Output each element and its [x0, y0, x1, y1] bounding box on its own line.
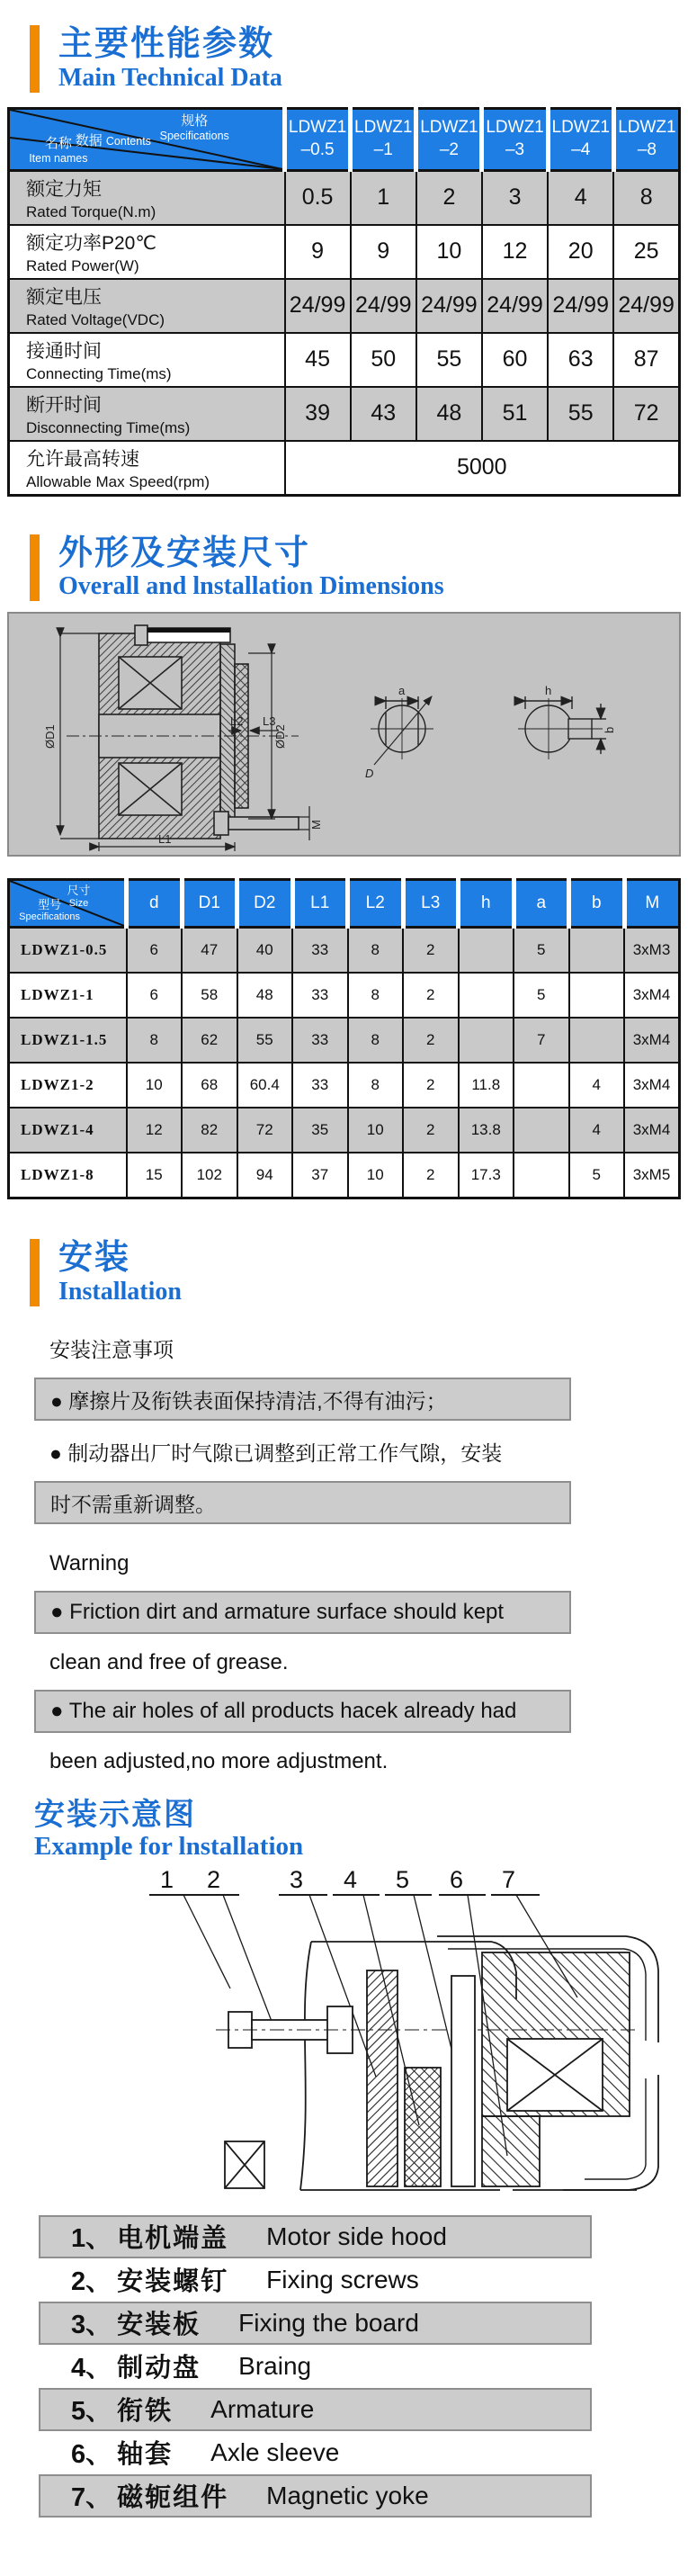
callout-number: 7 — [502, 1865, 516, 1893]
column-header: M — [624, 880, 680, 928]
parts-list-item: 2、 安装螺钉 Fixing screws — [71, 2265, 419, 2297]
model-label: LDWZ1-1 — [9, 973, 127, 1018]
value-cell: 24/99 — [548, 279, 613, 333]
parts-list-item: 7、 磁轭组件 Magnetic yoke — [39, 2474, 592, 2518]
section-main-technical-data-title — [30, 25, 688, 93]
value-cell — [514, 1063, 569, 1108]
install-note-bar: ● 摩擦片及衔铁表面保持清洁,不得有油污； — [34, 1378, 571, 1421]
column-header: L3 — [403, 880, 459, 928]
value-cell: 15 — [127, 1153, 183, 1198]
value-cell: 5 — [569, 1153, 625, 1198]
warning-note-bar: ● The air holes of all products hacek already had — [34, 1690, 571, 1733]
value-cell: 72 — [613, 387, 679, 441]
table-row — [9, 387, 680, 441]
orange-accent-bar — [30, 25, 40, 93]
value-cell: 3xM4 — [624, 973, 680, 1018]
column-header: LDWZ1 –4 — [548, 108, 613, 170]
corner-label-contents: 数据 Contents — [75, 132, 151, 148]
value-cell: 82 — [182, 1108, 237, 1153]
model-label: LDWZ1-0.5 — [9, 928, 127, 974]
value-cell: 10 — [348, 1108, 404, 1153]
value-cell: 68 — [182, 1063, 237, 1108]
table-row — [9, 1018, 680, 1063]
value-cell: 45 — [285, 333, 351, 387]
table-row — [9, 928, 680, 974]
value-cell: 39 — [285, 387, 351, 441]
value-cell: 11.8 — [459, 1063, 514, 1108]
table-row — [9, 441, 680, 496]
main-technical-table — [7, 107, 681, 497]
value-cell: 10 — [348, 1153, 404, 1198]
column-header: LDWZ1 –3 — [482, 108, 548, 170]
value-cell: 33 — [292, 1018, 348, 1063]
section-title-zh: 主要性能参数 — [58, 25, 275, 63]
column-header: L1 — [292, 880, 348, 928]
value-cell: 94 — [237, 1153, 293, 1198]
column-header: d — [127, 880, 183, 928]
dim-label-l2: L2 — [230, 714, 244, 729]
dimension-table — [7, 878, 681, 1199]
dim-label-shaft-d: D — [365, 767, 374, 781]
table-row — [9, 1063, 680, 1108]
value-cell — [514, 1108, 569, 1153]
value-cell: 12 — [127, 1108, 183, 1153]
value-cell: 33 — [292, 928, 348, 974]
table-row — [9, 973, 680, 1018]
value-cell: 62 — [182, 1018, 237, 1063]
column-header: LDWZ1 –1 — [351, 108, 416, 170]
value-cell: 58 — [182, 973, 237, 1018]
value-cell: 17.3 — [459, 1153, 514, 1198]
value-cell: 24/99 — [482, 279, 548, 333]
dimension-drawing — [9, 614, 679, 855]
warning-heading: Warning — [49, 1551, 130, 1576]
model-label: LDWZ1-1.5 — [9, 1018, 127, 1063]
value-cell: 2 — [403, 1153, 459, 1198]
installation-drawing — [7, 1862, 681, 2197]
row-label: 允许最高转速 Allowable Max Speed(rpm) — [9, 441, 285, 496]
value-cell: 2 — [403, 1108, 459, 1153]
value-cell: 7 — [514, 1018, 569, 1063]
table-row — [9, 1153, 680, 1198]
model-label: LDWZ1-4 — [9, 1108, 127, 1153]
table-corner-cell — [9, 108, 285, 170]
value-cell: 8 — [348, 1063, 404, 1108]
value-cell: 55 — [548, 387, 613, 441]
value-cell: 47 — [182, 928, 237, 974]
section-title-en: Installation — [58, 1278, 182, 1306]
row-label: 额定电压 Rated Voltage(VDC) — [9, 279, 285, 333]
orange-accent-bar — [30, 534, 40, 602]
value-cell: 24/99 — [285, 279, 351, 333]
merged-value-cell: 5000 — [285, 441, 680, 496]
value-cell: 48 — [416, 387, 482, 441]
section-title-zh: 安装 — [58, 1239, 131, 1278]
value-cell: 4 — [569, 1108, 625, 1153]
value-cell: 37 — [292, 1153, 348, 1198]
callout-number: 1 — [160, 1865, 174, 1893]
value-cell: 24/99 — [416, 279, 482, 333]
value-cell: 9 — [285, 225, 351, 279]
value-cell: 33 — [292, 973, 348, 1018]
warning-note-line: been adjusted,no more adjustment. — [49, 1749, 389, 1774]
value-cell: 3 — [482, 170, 548, 225]
dim-label-h: h — [545, 684, 552, 698]
callout-number: 4 — [344, 1865, 358, 1893]
model-label: LDWZ1-2 — [9, 1063, 127, 1108]
install-notes-heading: 安装注意事项 — [49, 1338, 174, 1362]
value-cell: 20 — [548, 225, 613, 279]
parts-list-item: 6、 轴套 Axle sleeve — [71, 2437, 340, 2470]
parts-list-item: 1、 电机端盖 Motor side hood — [39, 2215, 592, 2258]
value-cell: 8 — [348, 973, 404, 1018]
column-header: L2 — [348, 880, 404, 928]
section-title-en: Example for lnstallation — [34, 1832, 304, 1862]
value-cell: 8 — [348, 928, 404, 974]
row-label: 断开时间 Disconnecting Time(ms) — [9, 387, 285, 441]
value-cell: 9 — [351, 225, 416, 279]
dim-label-a: a — [398, 684, 406, 698]
value-cell: 63 — [548, 333, 613, 387]
value-cell: 55 — [416, 333, 482, 387]
model-label: LDWZ1-8 — [9, 1153, 127, 1198]
value-cell — [459, 1018, 514, 1063]
corner-label-specifications: 规格 Specifications — [159, 112, 229, 142]
value-cell: 4 — [569, 1063, 625, 1108]
column-header: D2 — [237, 880, 293, 928]
value-cell: 40 — [237, 928, 293, 974]
callout-number: 5 — [396, 1865, 410, 1893]
value-cell: 55 — [237, 1018, 293, 1063]
value-cell: 2 — [416, 170, 482, 225]
value-cell: 25 — [613, 225, 679, 279]
value-cell: 3xM3 — [624, 928, 680, 974]
table-row — [9, 170, 680, 225]
row-label: 接通时间 Connecting Time(ms) — [9, 333, 285, 387]
value-cell — [569, 1018, 625, 1063]
value-cell — [459, 928, 514, 974]
corner-label-size: 尺寸 Size — [67, 884, 91, 910]
row-label: 额定力矩 Rated Torque(N.m) — [9, 170, 285, 225]
warning-note-line: clean and free of grease. — [49, 1650, 289, 1675]
column-header: LDWZ1 –2 — [416, 108, 482, 170]
dim-label-m: M — [309, 820, 323, 830]
value-cell — [459, 973, 514, 1018]
value-cell: 102 — [182, 1153, 237, 1198]
value-cell — [569, 928, 625, 974]
section-title-en: Main Technical Data — [58, 63, 282, 92]
value-cell: 12 — [482, 225, 548, 279]
dim-label-l3: L3 — [263, 714, 276, 729]
value-cell — [514, 1153, 569, 1198]
value-cell: 24/99 — [613, 279, 679, 333]
dim-label-d2: ØD2 — [273, 724, 287, 749]
value-cell: 35 — [292, 1108, 348, 1153]
parts-list-item: 3、 安装板 Fixing the board — [39, 2302, 592, 2345]
column-header: h — [459, 880, 514, 928]
value-cell: 2 — [403, 1018, 459, 1063]
corner-label-model: 型号 Specifications — [19, 897, 81, 923]
value-cell: 50 — [351, 333, 416, 387]
callout-number: 2 — [207, 1865, 221, 1893]
value-cell: 2 — [403, 1063, 459, 1108]
callout-number: 6 — [450, 1865, 464, 1893]
value-cell: 8 — [613, 170, 679, 225]
value-cell: 48 — [237, 973, 293, 1018]
callout-number: 3 — [290, 1865, 304, 1893]
column-header: a — [514, 880, 569, 928]
table-row — [9, 279, 680, 333]
value-cell: 8 — [127, 1018, 183, 1063]
corner-label-item-names: 名称 Item names — [29, 135, 88, 165]
row-label: 额定功率P20℃ Rated Power(W) — [9, 225, 285, 279]
section-title-zh: 安装示意图 — [34, 1798, 196, 1833]
orange-accent-bar — [30, 1239, 40, 1306]
value-cell: 60 — [482, 333, 548, 387]
column-header: LDWZ1 –8 — [613, 108, 679, 170]
table-corner-cell — [9, 880, 127, 928]
value-cell: 60.4 — [237, 1063, 293, 1108]
value-cell: 10 — [127, 1063, 183, 1108]
column-header: D1 — [182, 880, 237, 928]
value-cell: 3xM4 — [624, 1063, 680, 1108]
value-cell: 10 — [416, 225, 482, 279]
section-title-zh: 外形及安装尺寸 — [58, 534, 311, 572]
section-installation-title — [30, 1239, 688, 1306]
value-cell — [569, 973, 625, 1018]
value-cell: 24/99 — [351, 279, 416, 333]
column-header: b — [569, 880, 625, 928]
table-row — [9, 225, 680, 279]
value-cell: 5 — [514, 928, 569, 974]
value-cell: 87 — [613, 333, 679, 387]
value-cell: 0.5 — [285, 170, 351, 225]
dim-label-l1: L1 — [158, 832, 172, 847]
value-cell: 1 — [351, 170, 416, 225]
value-cell: 3xM4 — [624, 1108, 680, 1153]
value-cell: 3xM5 — [624, 1153, 680, 1198]
value-cell: 5 — [514, 973, 569, 1018]
value-cell: 33 — [292, 1063, 348, 1108]
install-note-line: ● 制动器出厂时气隙已调整到正常工作气隙，安装 — [49, 1441, 503, 1466]
section-dimensions-title — [30, 534, 688, 602]
section-title-en: Overall and lnstallation Dimensions — [58, 572, 444, 601]
value-cell: 2 — [403, 928, 459, 974]
value-cell: 43 — [351, 387, 416, 441]
value-cell: 6 — [127, 928, 183, 974]
table-row — [9, 1108, 680, 1153]
install-note-bar: 时不需重新调整。 — [34, 1481, 571, 1524]
value-cell: 8 — [348, 1018, 404, 1063]
value-cell: 2 — [403, 973, 459, 1018]
value-cell: 72 — [237, 1108, 293, 1153]
table-row — [9, 333, 680, 387]
warning-note-bar: ● Friction dirt and armature surface should kept — [34, 1591, 571, 1634]
section-example-title — [34, 1798, 688, 1862]
parts-list-item: 4、 制动盘 Braing — [71, 2351, 312, 2383]
parts-list — [0, 2215, 688, 2518]
value-cell: 6 — [127, 973, 183, 1018]
dim-label-b: b — [603, 727, 616, 734]
parts-list-item: 5、 衔铁 Armature — [39, 2388, 592, 2431]
column-header: LDWZ1 –0.5 — [285, 108, 351, 170]
value-cell: 3xM4 — [624, 1018, 680, 1063]
dimension-drawing-panel — [7, 612, 681, 857]
value-cell: 4 — [548, 170, 613, 225]
value-cell: 13.8 — [459, 1108, 514, 1153]
dim-label-d1: ØD1 — [43, 724, 57, 749]
value-cell: 51 — [482, 387, 548, 441]
